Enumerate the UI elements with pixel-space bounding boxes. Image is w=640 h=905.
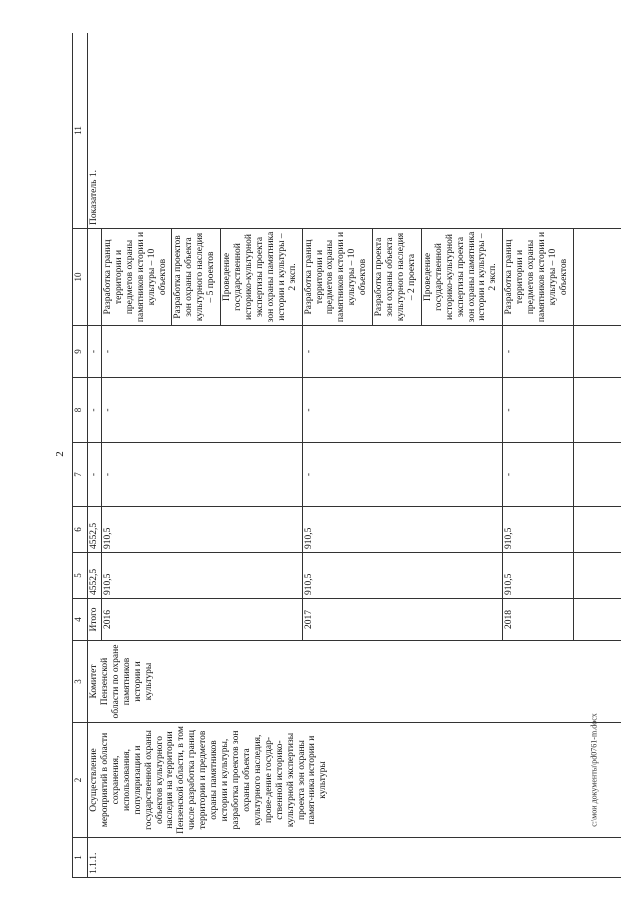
c9-cell: -: [101, 326, 302, 378]
executor-cell: Комитет Пензенской области по охране памятников истории и культуры: [88, 641, 622, 723]
total-c9-cell: -: [88, 326, 102, 378]
table-inner: [72, 33, 621, 878]
rotated-table-area: [72, 33, 621, 878]
col-header-1: 1: [73, 838, 88, 878]
total-c8-cell: -: [88, 378, 102, 443]
col-header-8: 8: [73, 378, 88, 443]
c10-item: Разработка границ территории и предметов охраны памятников истории и культуры – 10 объектов: [504, 231, 569, 323]
empty-cell: [573, 229, 621, 326]
total-c7-cell: -: [88, 443, 102, 507]
empty-cell: [573, 378, 621, 443]
year-cell: 2017: [302, 599, 503, 641]
c7-cell: -: [101, 443, 302, 507]
c8-cell: -: [503, 378, 574, 443]
c6-cell: 910,5: [503, 507, 574, 553]
c7-cell: -: [302, 443, 503, 507]
empty-cell: [573, 599, 621, 641]
year-cell: 2016: [101, 599, 302, 641]
col-header-5: 5: [73, 553, 88, 599]
c10-item: Проведение государственной историко-культурной экспертизы проекта зон охраны памятника истории и культуры – 2 эксп.: [422, 231, 499, 323]
c8-cell: -: [101, 378, 302, 443]
total-c10-cell: [88, 229, 102, 326]
empty-cell: [573, 553, 621, 599]
col-header-7: 7: [73, 443, 88, 507]
c5-cell: 910,5: [101, 553, 302, 599]
activity-cell: Осуществление мероприятий в области сохранения, использования, популяризации и государственной охраны объектов культурного наследия на территории Пензенской области, в том числе разработка границ территории и предметов охраны памятников истории и культуры, разработка проектов зон охраны объекта культурного наследия, прове-дение государ-ственной историко-культурной экспертизы проекта зон охраны памят-ника истории и культуры: [88, 723, 622, 838]
c10-item: Разработка проектов зон охраны объекта культурного наследия – 5 проектов: [172, 229, 221, 325]
c10-item: Разработка границ территории и предметов охраны памятников истории и культуры – 10 объектов: [303, 229, 374, 325]
col-header-10: 10: [73, 229, 88, 326]
c10-cell: [302, 229, 503, 326]
header-row: [73, 33, 88, 878]
year-cell: 2018: [503, 599, 574, 641]
c9-cell: -: [503, 326, 574, 378]
c10-item: Разработка проекта зон охраны объекта культурного наследия – 2 проекта: [373, 229, 422, 325]
c7-cell: -: [503, 443, 574, 507]
c10-item: Проведение государственной историко-культурной экспертизы проекта зон охраны памятника истории и культуры – 2 эксп.: [222, 231, 298, 323]
col-header-9: 9: [73, 326, 88, 378]
total-c6-cell: 4552,5: [88, 507, 102, 553]
col-header-2: 2: [73, 723, 88, 838]
c8-cell: -: [302, 378, 503, 443]
col-header-11: 11: [73, 33, 88, 229]
empty-cell: [573, 443, 621, 507]
c10-cell: [503, 229, 574, 326]
program-table: [72, 33, 621, 878]
empty-cell: [573, 326, 621, 378]
total-c5-cell: 4552,5: [88, 553, 102, 599]
col-header-3: 3: [73, 641, 88, 723]
c10-item: Разработка границ территории и предметов охраны памятников истории и культуры – 10 объектов: [102, 229, 173, 325]
total-label-cell: Итого: [88, 599, 102, 641]
c6-cell: 910,5: [101, 507, 302, 553]
table-row: [88, 33, 102, 878]
page-number: 2: [54, 451, 66, 457]
row-id-cell: 1.1.1.: [88, 838, 622, 878]
col-header-6: 6: [73, 507, 88, 553]
indicator-cell: Показатель 1.: [88, 33, 622, 229]
c10-cell: [101, 229, 302, 326]
empty-cell: [573, 507, 621, 553]
c9-cell: -: [302, 326, 503, 378]
footer-file-path: c:\мои документы\pd0761-m.docx: [589, 713, 599, 827]
c5-cell: 910,5: [302, 553, 503, 599]
c6-cell: 910,5: [302, 507, 503, 553]
c5-cell: 910,5: [503, 553, 574, 599]
col-header-4: 4: [73, 599, 88, 641]
